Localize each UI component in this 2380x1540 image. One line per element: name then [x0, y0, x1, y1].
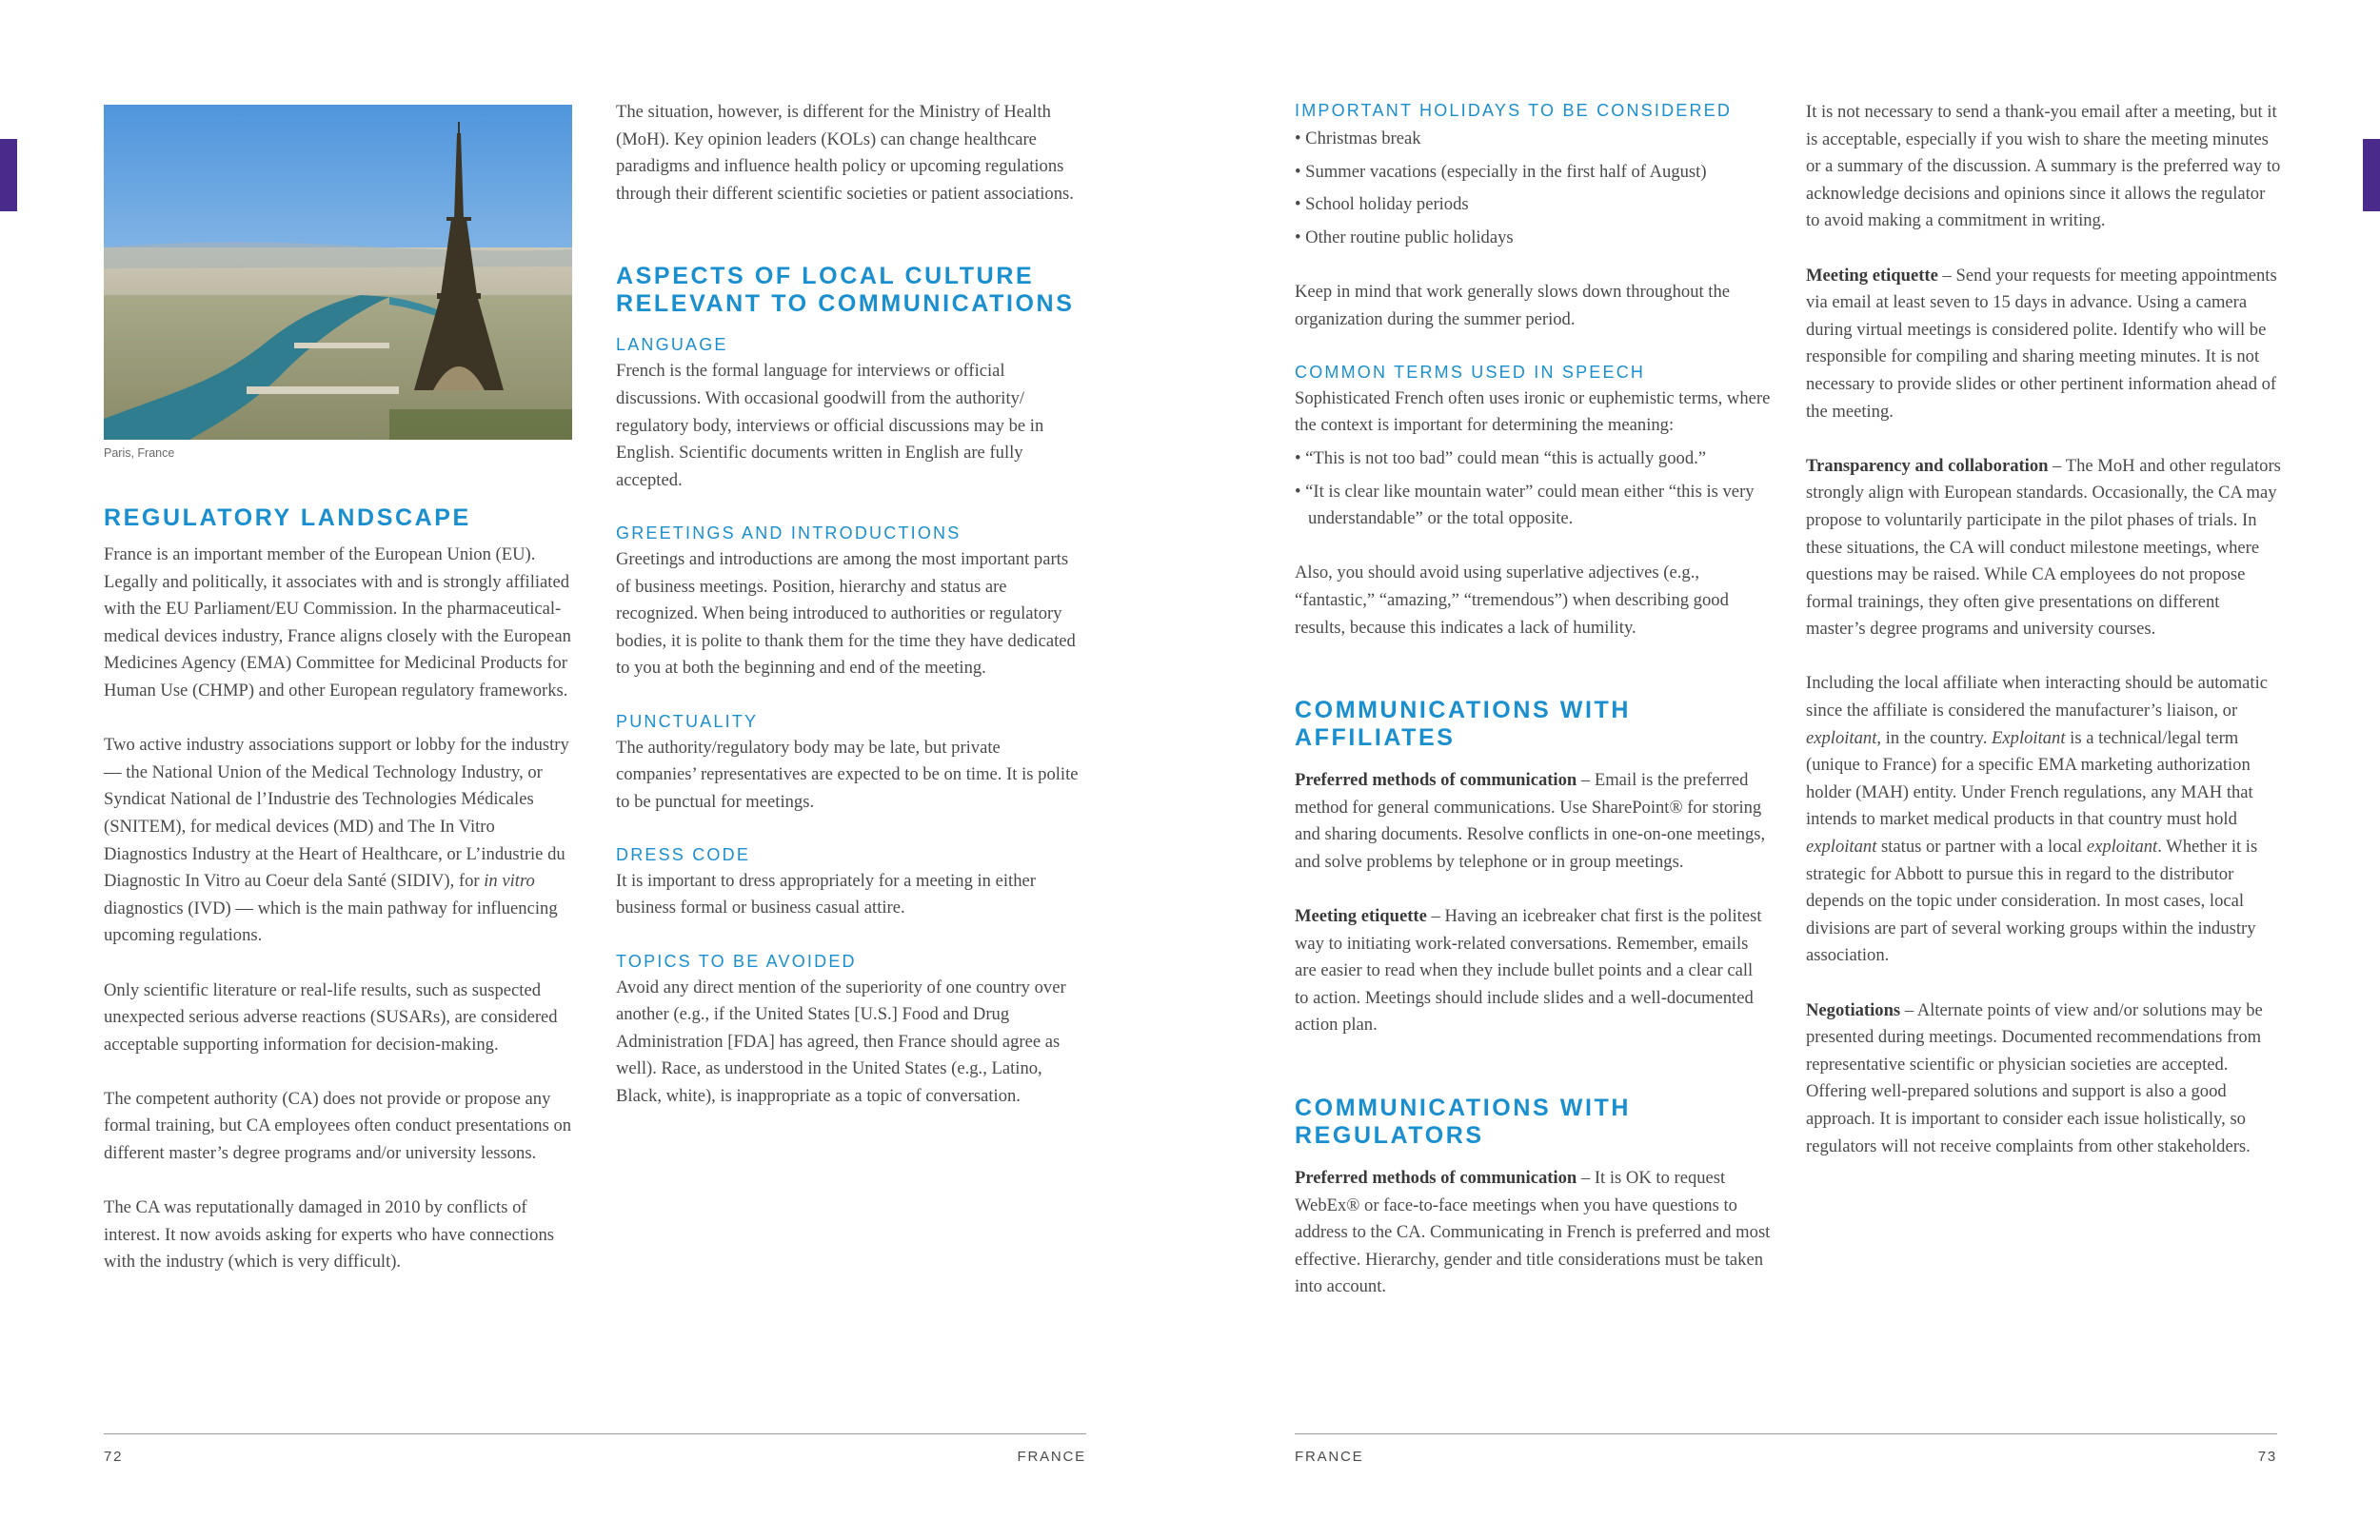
text-segment: . Whether it is strategic for Abbott to pursue this in regard to the distributor depends on the topic under consideration. In most cases, local divisions are part of several working groups within the industry association.	[1806, 837, 2258, 966]
footer-label-right: FRANCE	[1295, 1449, 1364, 1465]
text-segment: Including the local affiliate when interacting should be automatic since the affiliate is considered the manufacturer’s liaison, or	[1806, 673, 2268, 721]
heading-line: AFFILIATES	[1295, 724, 1456, 752]
heading-line: ASPECTS OF LOCAL CULTURE	[616, 263, 1035, 290]
text-segment: , in the country.	[1876, 727, 1993, 748]
list-item: • School holiday periods	[1295, 191, 1771, 219]
text-segment: – The MoH and other regulators strongly align with European standards. Occasionally, the CA may propose to voluntarily participate in the pilot phases of trials. In these situations, the CA will conduct milestone meetings, where questions may be raised. While CA employees do not propose formal trainings, they often give presentations on different master’s degree programs and university courses.	[1806, 455, 2281, 640]
text-segment: status or partner with a local	[1876, 837, 2087, 858]
list-item: • “This is not too bad” could mean “this is actually good.”	[1295, 445, 1771, 473]
right-page-column-1	[1295, 99, 1771, 1329]
list-item: • Other routine public holidays	[1295, 225, 1771, 252]
italic-term: in vitro	[484, 871, 535, 892]
italic-term: exploitant	[1806, 837, 1877, 858]
text-segment: diagnostics (IVD) — which is the main pathway for influencing upcoming regulations.	[104, 898, 558, 946]
text-segment: – Send your requests for meeting appointments via email at least seven to 15 days in advance. Using a camera during virtual meetings is considered polite. Identify who will be responsible for compiling and sharing meeting minutes. It is not necessary to provide slides or other pertinent information ahead of the meeting.	[1806, 265, 2277, 422]
left-page-column-1	[104, 99, 580, 1304]
page-number-left: 72	[104, 1449, 124, 1465]
heading-line: REGULATORS	[1295, 1122, 1484, 1150]
heading-line: RELEVANT TO COMMUNICATIONS	[616, 290, 1075, 318]
section-tab-right	[2363, 139, 2380, 211]
greetings-text: Greetings and introductions are among the most important parts of business meetings. Position, hierarchy and status are recognized. When being introduced to authorities or regulatory bodies, it is polite to thank them for the time they have dedicated to you at both the beginning and end of the meeting.	[616, 548, 1076, 679]
footer-label-left: FRANCE	[1017, 1449, 1086, 1465]
text-segment: – Email is the preferred method for general communications. Use SharePoint® for storing and sharing documents. Resolve conflicts in one-on-one meetings, and solve problems by telephone or in group meetings.	[1295, 770, 1766, 872]
eiffel-tower-photo	[104, 105, 572, 440]
holidays-list	[1295, 126, 1771, 251]
regulatory-paragraph-3: The competent authority (CA) does not provide or propose any formal training, but CA employees often conduct presentations on different master’s degree programs and/or university lessons.	[104, 1088, 572, 1164]
holidays-heading: IMPORTANT HOLIDAYS TO BE CONSIDERED	[1295, 101, 1733, 120]
punctuality-heading: PUNCTUALITY	[616, 711, 759, 731]
holidays-note: Keep in mind that work generally slows down throughout the organization during the summer period.	[1295, 281, 1731, 329]
affiliates-etiquette-paragraph	[1295, 903, 1771, 1039]
communications-affiliates-heading	[1295, 697, 1771, 752]
text-segment: – Having an icebreaker chat first is the politest way to initiating work-related conversations. Remember, emails are easier to read when they include bullet points and a clear call to action. Meetings should include slides and a well-documented action plan.	[1295, 906, 1762, 1036]
terms-intro: Sophisticated French often uses ironic or euphemistic terms, where the context is important for determining the meaning:	[1295, 387, 1771, 436]
common-terms-heading: COMMON TERMS USED IN SPEECH	[1295, 362, 1646, 382]
regulatory-landscape-heading: REGULATORY LANDSCAPE	[104, 504, 471, 531]
text-segment: Two active industry associations support or lobby for the industry — the National Union of the Medical Technology Industry, or Syndicat National de l’Industrie des Technologies Médicales (SNITEM), for medical devices (MD) and The In Vitro Diagnostics Industry at the Heart of Healthcare, or L’industrie du Diagnostic In Vitro au Coeur dela Santé (SIDIV), for	[104, 735, 569, 892]
terms-list	[1295, 445, 1771, 533]
heading-line: COMMUNICATIONS WITH	[1295, 697, 1632, 724]
regulators-etiquette-paragraph	[1806, 263, 2282, 426]
italic-term: exploitant	[2086, 837, 2158, 858]
transparency-paragraph	[1806, 453, 2282, 643]
left-page-column-2	[616, 99, 1082, 1137]
topics-avoided-text: Avoid any direct mention of the superiority of one country over another (e.g., if the United States [U.S.] Food and Drug Administration [FDA] has agreed, then France should agree as well). Race, as understood in the United States (e.g., Latino, Black, white), is inappropriate as a topic of conversation.	[616, 977, 1066, 1107]
dress-code-text: It is important to dress appropriately for a meeting in either business formal or business casual attire.	[616, 870, 1036, 918]
right-page-column-2	[1806, 99, 2282, 1188]
bold-label: Preferred methods of communication	[1295, 770, 1577, 791]
heading-line: COMMUNICATIONS WITH	[1295, 1095, 1632, 1122]
paris-skyline-image	[104, 105, 572, 440]
negotiations-paragraph	[1806, 997, 2282, 1161]
communications-regulators-heading	[1295, 1095, 1771, 1150]
bold-label: Meeting etiquette	[1295, 906, 1427, 927]
list-item: • Summer vacations (especially in the first half of August)	[1295, 159, 1771, 187]
bold-label: Transparency and collaboration	[1806, 455, 2049, 476]
punctuality-text: The authority/regulatory body may be late, but private companies’ representatives are expected to be on time. It is polite to be punctual for meetings.	[616, 737, 1079, 812]
page-number-right: 73	[2257, 1449, 2277, 1465]
terms-note: Also, you should avoid using superlative adjectives (e.g., “fantastic,” “amazing,” “tremendous”) when describing good results, because this indicates a lack of humility.	[1295, 563, 1729, 638]
regulatory-paragraph-1: France is an important member of the European Union (EU). Legally and politically, it associates with and is strongly affiliated with the EU Parliament/EU Commission. In the pharmaceutical-medical devices industry, France aligns closely with the European Medicines Agency (EMA) Committee for Medicinal Products for Human Use (CHMP) and other European regulatory frameworks.	[104, 544, 571, 701]
language-text: French is the formal language for interviews or official discussions. With occasional goodwill from the authority/ regulatory body, interviews or official discussions may be in English. Scientific documents written in English are fully accepted.	[616, 361, 1044, 490]
italic-term: Exploitant	[1992, 727, 2066, 748]
text-segment: – Alternate points of view and/or solutions may be presented during meetings. Documented recommendations from representative scientific or physician societies are accepted. Offering well-prepared solutions and support is also a good approach. It is important to consider each issue holistically, so regulators will not receive complaints from other stakeholders.	[1806, 999, 2263, 1156]
affiliates-methods-paragraph	[1295, 767, 1771, 876]
regulatory-paragraph-4: The CA was reputationally damaged in 2010 by conflicts of interest. It now avoids asking for experts who have connections with the industry (which is very difficult).	[104, 1197, 554, 1273]
thank-you-paragraph: It is not necessary to send a thank-you email after a meeting, but it is acceptable, especially if you wish to share the meeting minutes or a summary of the discussion. A summary is the preferred way to acknowledge decisions and opinions since it allows the regulator to avoid making a commitment in writing.	[1806, 102, 2281, 231]
aspects-culture-heading	[616, 263, 1082, 318]
greetings-heading: GREETINGS AND INTRODUCTIONS	[616, 523, 962, 543]
bold-label: Negotiations	[1806, 999, 1901, 1020]
footer-rule-right	[1295, 1433, 2277, 1434]
list-item: • “It is clear like mountain water” could mean either “this is very understandable” or the total opposite.	[1295, 479, 1771, 533]
photo-caption: Paris, France	[104, 446, 175, 460]
dress-code-heading: DRESS CODE	[616, 844, 751, 864]
text-segment: is a technical/legal term (unique to France) for a specific EMA marketing authorization holder (MAH) entity. Under French regulations, any MAH that intends to market medical products in that country must hold	[1806, 727, 2253, 830]
industry-associations-paragraph	[104, 732, 580, 950]
text-segment: – It is OK to request WebEx® or face-to-face meetings when you have questions to address to the CA. Communicating in French is preferred and most effective. Hierarchy, gender and title considerations must be taken into account.	[1295, 1168, 1771, 1297]
bold-label: Preferred methods of communication	[1295, 1168, 1577, 1189]
topics-avoided-heading: TOPICS TO BE AVOIDED	[616, 951, 857, 971]
language-heading: LANGUAGE	[616, 335, 728, 355]
section-tab-left	[0, 139, 17, 211]
bold-label: Meeting etiquette	[1806, 265, 1938, 286]
list-item: • Christmas break	[1295, 126, 1771, 153]
moh-paragraph: The situation, however, is different for the Ministry of Health (MoH). Key opinion leaders (KOLs) can change healthcare paradigms and influence health policy or upcoming regulations through their different scientific societies or patient associations.	[616, 102, 1074, 204]
footer-rule-left	[104, 1433, 1086, 1434]
italic-term: exploitant	[1806, 727, 1877, 748]
local-affiliate-paragraph	[1806, 670, 2282, 970]
regulators-methods-paragraph	[1295, 1165, 1771, 1301]
regulatory-paragraph-2: Only scientific literature or real-life results, such as suspected unexpected serious adverse reactions (SUSARs), are considered acceptable supporting information for decision-making.	[104, 979, 558, 1055]
